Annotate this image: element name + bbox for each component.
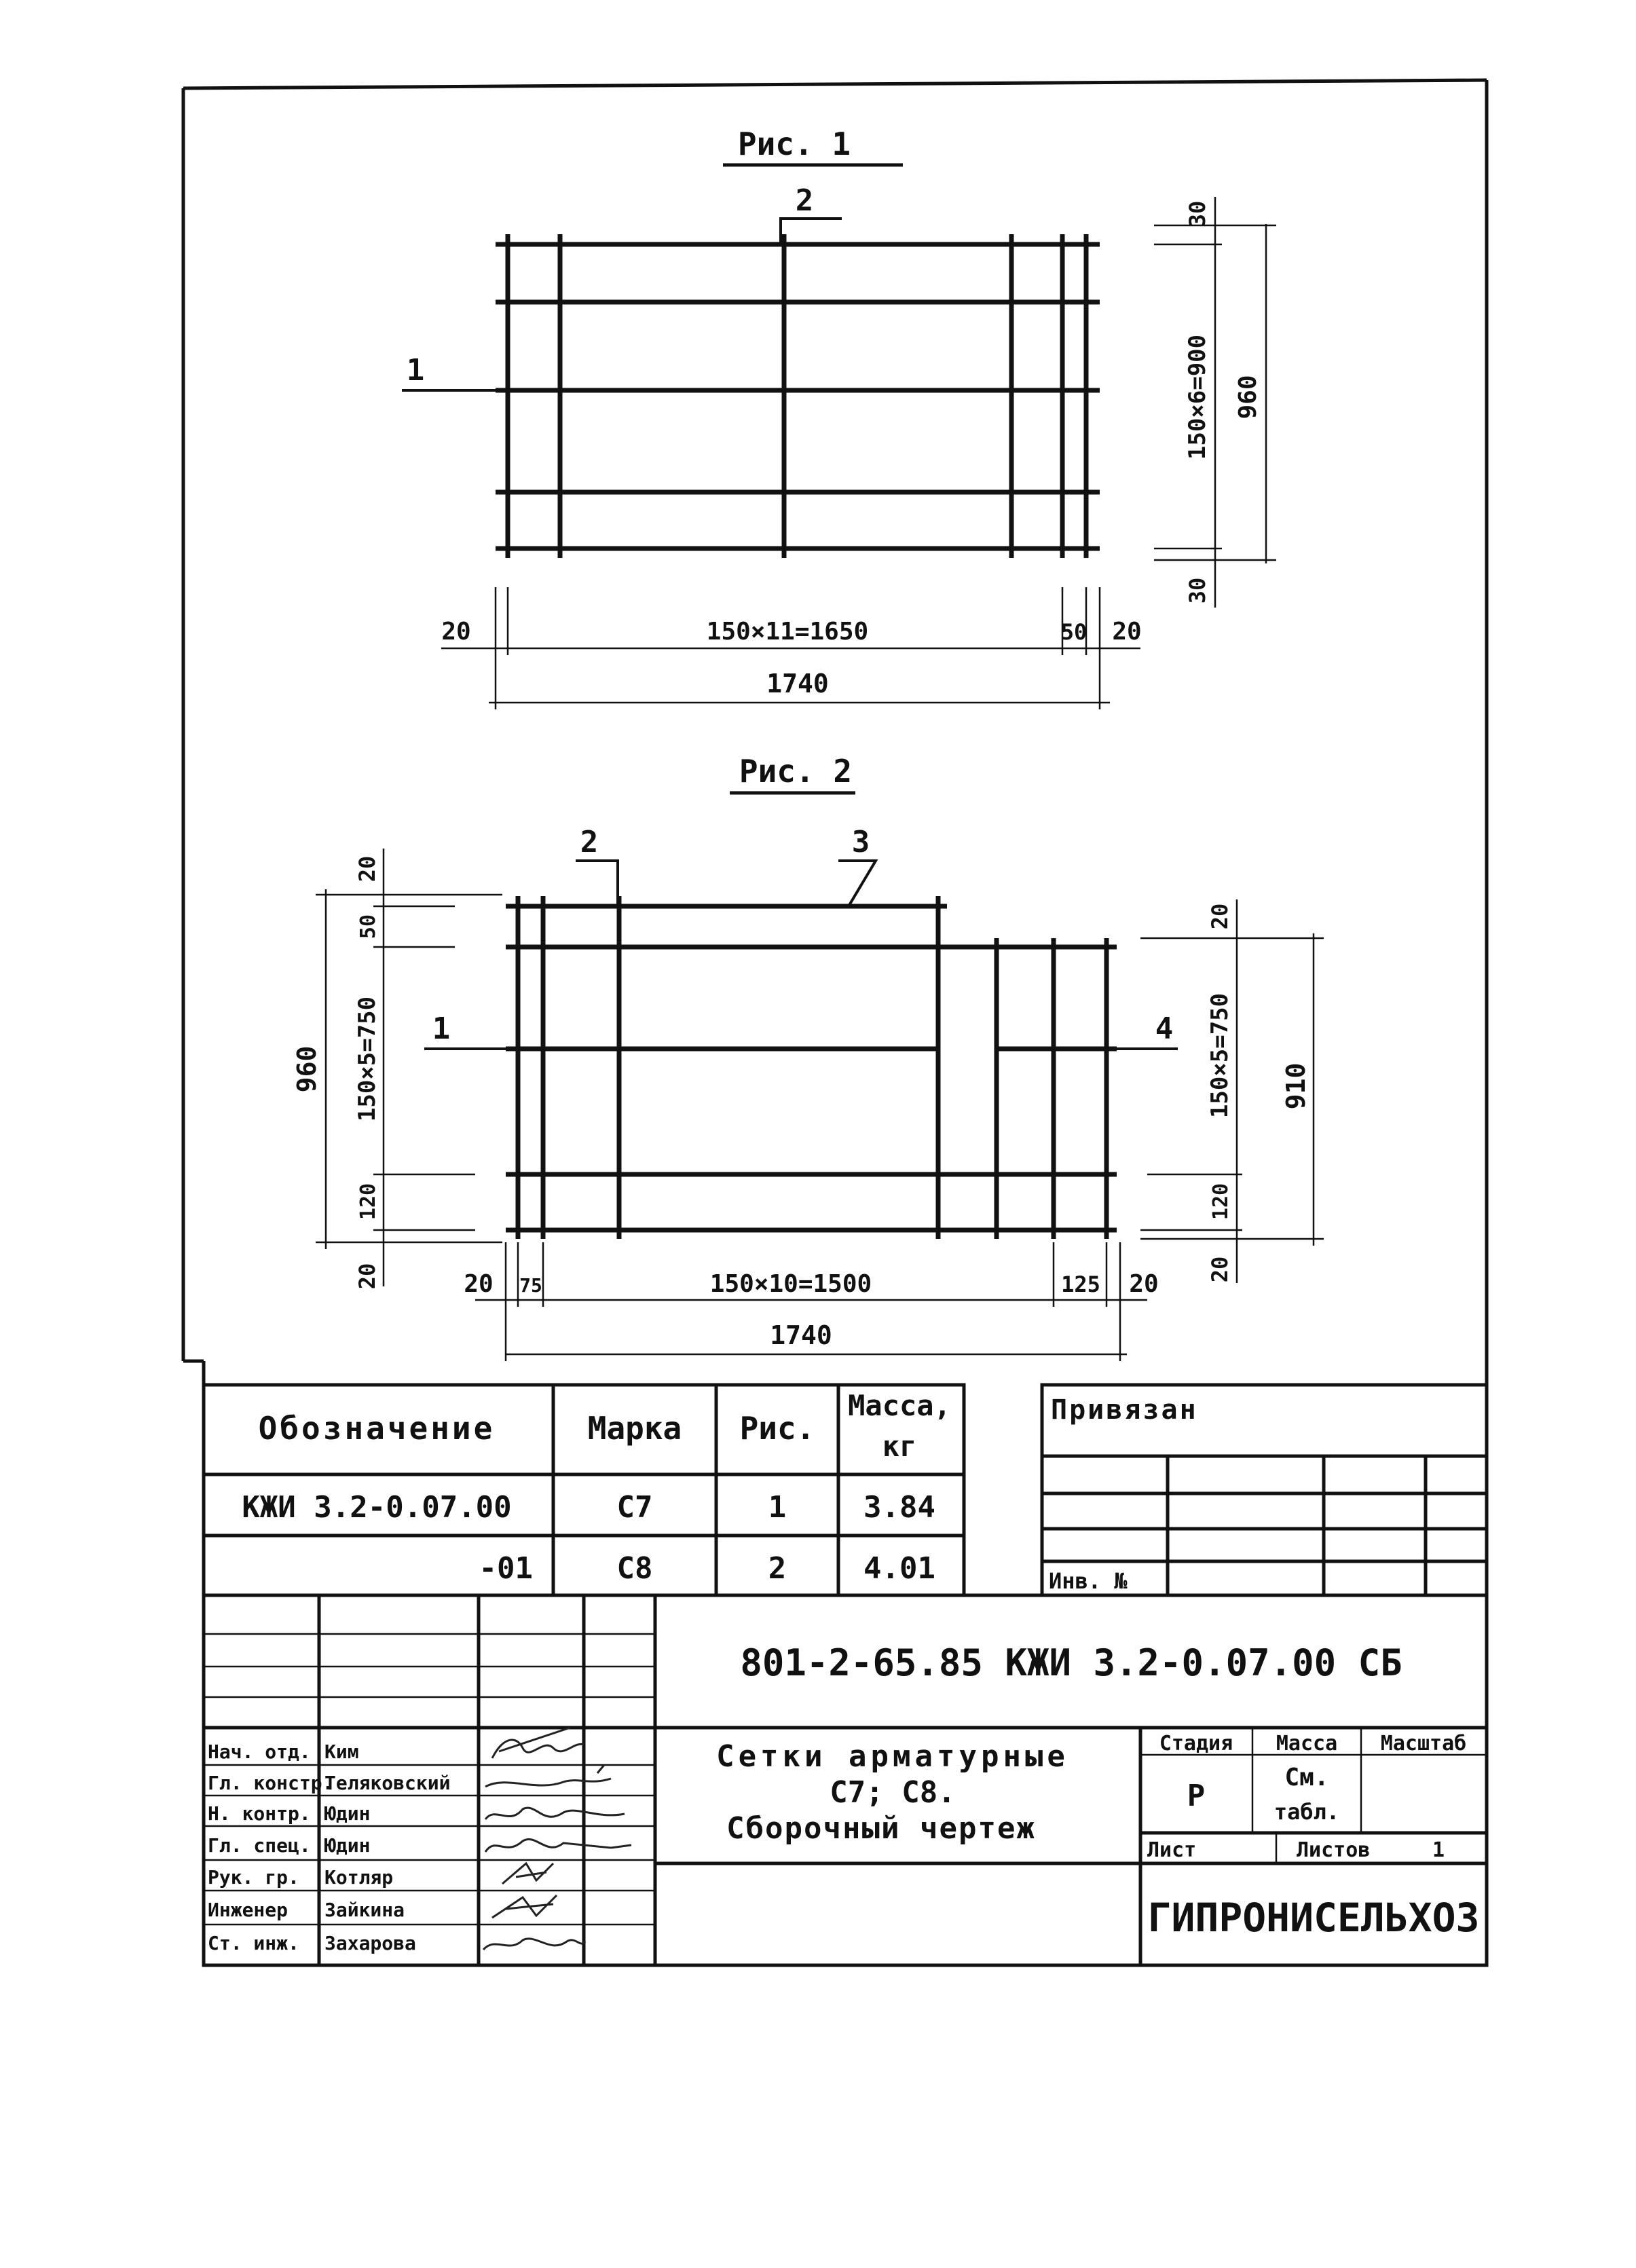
fig1-dim-span: 150×11=1650: [706, 618, 869, 646]
fig1-dim-right-margin: 20: [1112, 618, 1142, 646]
signature: [485, 1765, 611, 1787]
signature: [492, 1895, 557, 1918]
spec-cell: 4.01: [863, 1551, 935, 1586]
inventory-label: Инв. №: [1049, 1568, 1128, 1594]
signature: [483, 1939, 585, 1950]
sheets-label: Листов: [1297, 1838, 1371, 1862]
staff-name: Захарова: [324, 1932, 416, 1954]
signature: [502, 1863, 553, 1884]
fig2-dim-l-total: 960: [292, 1045, 322, 1093]
staff-role: Рук. гр.: [208, 1866, 299, 1889]
spec-table: [204, 1385, 964, 1595]
fig2-leader-3: [838, 861, 876, 906]
fig2-dim-l-gap: 50: [356, 914, 380, 940]
fig1-drawing: [402, 126, 1276, 709]
fig1-title: Рис. 1: [737, 126, 851, 162]
stage-value: Р: [1187, 1779, 1206, 1813]
staff-role: Инженер: [208, 1899, 289, 1921]
fig1-leader-2: [781, 219, 842, 244]
sheets-value: 1: [1432, 1838, 1445, 1862]
spec-cell: 3.84: [863, 1490, 935, 1525]
staff-name: Котляр: [324, 1866, 394, 1889]
fig2-dim-left-gap: 75: [519, 1274, 542, 1297]
signature: [485, 1808, 625, 1819]
staff-name: Зайкина: [324, 1899, 405, 1921]
staff-name: Ким: [324, 1741, 359, 1763]
mass-value: табл.: [1274, 1799, 1340, 1825]
staff-role: Гл. констр.: [208, 1772, 334, 1794]
frame-line: [183, 80, 1487, 88]
spec-header-mass: Масса,: [848, 1389, 951, 1422]
scale-header: Масштаб: [1380, 1732, 1467, 1755]
document-code: 801-2-65.85 КЖИ 3.2-0.07.00 СБ: [740, 1641, 1402, 1684]
spec-cell: -01: [479, 1551, 533, 1586]
fig2-dim-r-top: 20: [1207, 903, 1233, 930]
spec-cell: 2: [768, 1551, 787, 1586]
fig2-dim-l-bottom-gap: 120: [356, 1183, 380, 1221]
fig1-dim-left-margin: 20: [441, 618, 471, 646]
spec-cell: КЖИ 3.2-0.07.00: [242, 1490, 512, 1525]
staff-name: Теляковский: [324, 1772, 451, 1794]
sheet-label: Лист: [1147, 1838, 1197, 1862]
title-block: [204, 1595, 1487, 1965]
fig1-callout-2: 2: [795, 183, 814, 218]
mass-value: См.: [1284, 1764, 1329, 1791]
staff-name: Юдин: [324, 1802, 371, 1825]
spec-header-fig: Рис.: [739, 1410, 815, 1447]
fig2-dim-r-bottom: 20: [1207, 1256, 1233, 1283]
fig1-dim-vertical-span: 150×6=900: [1184, 334, 1211, 460]
drawing-name-line: Сетки арматурные: [716, 1739, 1069, 1774]
fig2-dim-total-width: 1740: [770, 1320, 832, 1350]
binding-title: Привязан: [1051, 1394, 1198, 1426]
fig2-dim-l-bottom: 20: [354, 1263, 380, 1290]
organization-name: ГИПРОНИСЕЛЬХОЗ: [1147, 1895, 1480, 1941]
drawing-name-line: Сборочный чертеж: [726, 1811, 1036, 1846]
spec-cell: С7: [616, 1490, 653, 1525]
fig2-drawing: [292, 753, 1324, 1361]
fig1-dim-total-height: 960: [1234, 375, 1262, 420]
binding-box: [1042, 1385, 1487, 1595]
fig2-callout-1: 1: [432, 1011, 451, 1046]
staff-role: Н. контр.: [208, 1802, 311, 1825]
fig2-dim-right-gap: 125: [1061, 1271, 1100, 1297]
fig1-callout-1: 1: [406, 353, 425, 388]
staff-role: Ст. инж.: [208, 1932, 299, 1954]
fig2-dim-left-margin: 20: [464, 1270, 494, 1298]
spec-header-designation: Обозначение: [258, 1410, 496, 1447]
signature: [485, 1839, 631, 1852]
fig2-dim-r-bottom-gap: 120: [1209, 1183, 1233, 1221]
signature: [492, 1728, 584, 1758]
fig2-dim-r-span: 150×5=750: [1206, 992, 1233, 1119]
fig1-dim-right-gap: 50: [1060, 619, 1087, 645]
fig2-dim-span: 150×10=1500: [709, 1270, 872, 1298]
spec-cell: С8: [616, 1551, 653, 1586]
staff-role: Нач. отд.: [208, 1741, 311, 1763]
spec-cell: 1: [768, 1490, 787, 1525]
fig2-callout-3: 3: [851, 825, 870, 859]
fig2-callout-4: 4: [1155, 1011, 1174, 1046]
fig2-title: Рис. 2: [739, 753, 853, 789]
staff-role: Гл. спец.: [208, 1834, 311, 1857]
fig1-dim-bottom-gap: 30: [1185, 577, 1210, 604]
spec-header-unit: кг: [882, 1430, 917, 1463]
fig2-dim-r-total: 910: [1281, 1062, 1311, 1110]
spec-header-mark: Марка: [587, 1410, 682, 1447]
stage-header: Стадия: [1159, 1732, 1233, 1755]
fig1-dim-top-gap: 30: [1185, 200, 1210, 227]
fig2-leader-2: [576, 861, 618, 906]
mass-header: Масса: [1276, 1732, 1338, 1755]
fig2-dim-right-margin: 20: [1129, 1270, 1159, 1298]
fig1-dim-total-width: 1740: [766, 669, 829, 699]
fig2-callout-2: 2: [580, 825, 599, 859]
fig2-dim-l-top: 20: [354, 855, 380, 882]
staff-name: Юдин: [324, 1834, 371, 1857]
drawing-name-line: С7; С8.: [830, 1775, 956, 1810]
fig2-dim-l-span: 150×5=750: [354, 996, 381, 1122]
